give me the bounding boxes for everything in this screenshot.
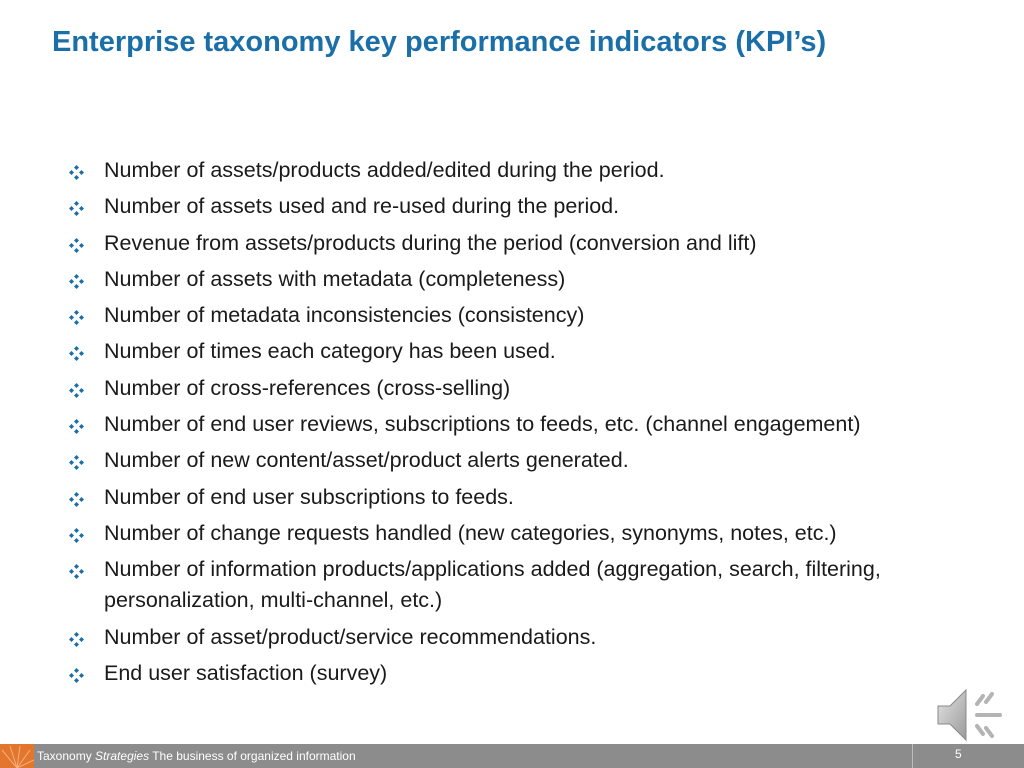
bullet-item xyxy=(68,336,988,367)
footer-tagline: The business of organized information xyxy=(152,749,356,763)
bullet-text: Number of new content/asset/product alerts generated. xyxy=(104,448,629,473)
bullet-text: Number of cross-references (cross-selling) xyxy=(104,375,511,400)
diamond-dots-icon xyxy=(68,304,85,321)
slide-title: Enterprise taxonomy key performance indicators (KPI’s) xyxy=(52,26,827,58)
diamond-dots-icon xyxy=(68,195,85,212)
brand-logo xyxy=(0,744,34,768)
diamond-dots-icon xyxy=(68,268,85,285)
brand-name-first: Taxonomy xyxy=(37,749,92,763)
diamond-dots-icon xyxy=(68,662,85,679)
bullet-text: Number of end user reviews, subscriptions to feeds, etc. (channel engagement) xyxy=(104,412,861,437)
bullet-text: Number of times each category has been used. xyxy=(104,339,556,364)
bullet-item xyxy=(68,445,988,476)
diamond-dots-icon xyxy=(68,449,85,466)
bullet-text: Revenue from assets/products during the period (conversion and lift) xyxy=(104,230,757,255)
bullet-text: Number of assets with metadata (completeness) xyxy=(104,266,566,291)
diamond-dots-icon xyxy=(68,522,85,539)
bullet-text: Number of end user subscriptions to feeds. xyxy=(104,484,514,509)
bullet-list xyxy=(68,155,988,694)
bullet-item xyxy=(68,155,988,186)
bullet-text: Number of change requests handled (new categories, synonyms, notes, etc.) xyxy=(104,520,837,545)
brand-name-second: Strategies xyxy=(95,749,150,763)
bullet-text: Number of information products/applications added (aggregation, search, filtering, personalization, multi-channel, etc.) xyxy=(104,557,881,613)
bullet-text: Number of asset/product/service recommendations. xyxy=(104,624,597,649)
diamond-dots-icon xyxy=(68,413,85,430)
page-number: 5 xyxy=(955,747,962,761)
diamond-dots-icon xyxy=(68,377,85,394)
footer-bar xyxy=(0,744,1024,768)
bullet-text: Number of assets/products added/edited during the period. xyxy=(104,158,665,182)
diamond-dots-icon xyxy=(68,159,85,176)
footer-divider xyxy=(912,744,913,768)
speaker-icon[interactable] xyxy=(930,682,1008,748)
bullet-item xyxy=(68,264,988,295)
bullet-item xyxy=(68,482,988,513)
bullet-item xyxy=(68,518,988,549)
bullet-text: End user satisfaction (survey) xyxy=(104,660,388,685)
bullet-item xyxy=(68,658,988,689)
bullet-item xyxy=(68,409,988,440)
diamond-dots-icon xyxy=(68,340,85,357)
bullet-item xyxy=(68,228,988,259)
diamond-dots-icon xyxy=(68,486,85,503)
bullet-item xyxy=(68,300,988,331)
diamond-dots-icon xyxy=(68,558,85,575)
footer-brand xyxy=(37,749,356,763)
bullet-item xyxy=(68,554,988,616)
bullet-item xyxy=(68,622,988,653)
bullet-text: Number of assets used and re-used during the period. xyxy=(104,194,620,219)
bullet-item xyxy=(68,191,988,222)
diamond-dots-icon xyxy=(68,232,85,249)
diamond-dots-icon xyxy=(68,626,85,643)
bullet-text: Number of metadata inconsistencies (consistency) xyxy=(104,303,585,328)
bullet-item xyxy=(68,373,988,404)
